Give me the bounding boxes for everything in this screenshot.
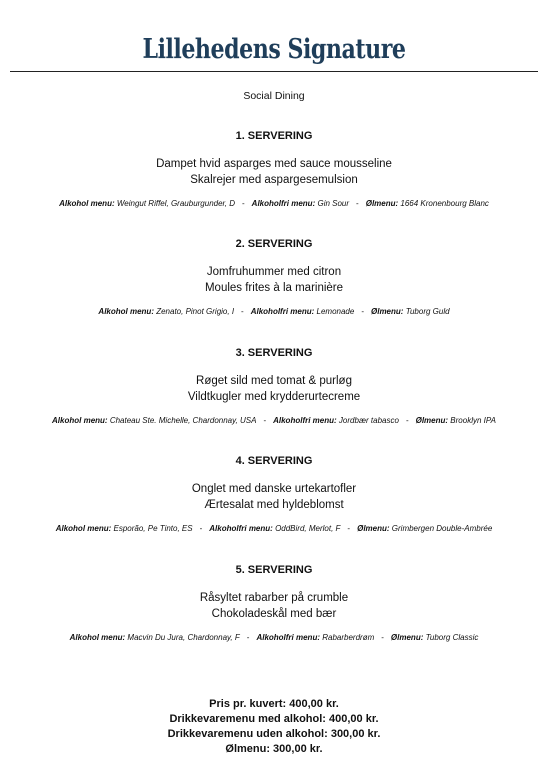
price-beer-menu: Ølmenu: 300,00 kr. [225, 743, 323, 755]
nonalcohol-label: Alkoholfri menu: [209, 524, 273, 533]
alcohol-label: Alkohol menu: [98, 307, 154, 316]
beer-label: Ølmenu: [415, 416, 449, 425]
price-drinks-nonalcohol: Drikkevaremenu uden alkohol: 300,00 kr. [167, 728, 381, 740]
beer-label: Ølmenu: [357, 524, 390, 533]
drink-pairing [0, 199, 548, 208]
nonalcohol-drink: OddBird, Merlot, F [275, 524, 341, 533]
alcohol-drink: Esporão, Pe Tinto, ES [113, 524, 193, 533]
separator: - [361, 307, 364, 316]
dish: Moules frites à la marinière [204, 282, 344, 294]
separator: - [242, 199, 245, 208]
course-1 [0, 130, 548, 208]
alcohol-drink: Macvin Du Jura, Chardonnay, F [127, 633, 240, 642]
beer-label: Ølmenu: [371, 307, 404, 316]
dish: Ærtesalat med hyldeblomst [204, 499, 344, 511]
price-list [0, 697, 548, 757]
beer-drink: Grimbergen Double-Ambrée [391, 524, 493, 533]
course-heading: 2. SERVERING [235, 238, 313, 250]
beer-drink: Brooklyn IPA [450, 416, 496, 425]
separator: - [347, 524, 351, 533]
title-divider [10, 71, 538, 72]
beer-drink: 1664 Kronenbourg Blanc [400, 199, 489, 208]
course-heading: 4. SERVERING [235, 455, 313, 467]
course-heading: 1. SERVERING [235, 130, 313, 142]
separator: - [405, 416, 409, 425]
course-4 [0, 455, 548, 533]
nonalcohol-drink: Rabarberdrøm [322, 633, 375, 642]
nonalcohol-label: Alkoholfri menu: [273, 416, 337, 425]
alcohol-label: Alkohol menu: [55, 524, 112, 533]
beer-label: Ølmenu: [390, 633, 424, 642]
alcohol-drink: Weingut Riffel, Grauburgunder, D [116, 199, 235, 208]
separator: - [246, 633, 250, 642]
nonalcohol-drink: Jordbær tabasco [338, 416, 399, 425]
dish: Råsyltet rabarber på crumble [199, 592, 349, 604]
alcohol-drink: Chateau Ste. Michelle, Chardonnay, USA [109, 416, 257, 425]
alcohol-drink: Zenato, Pinot Grigio, I [156, 307, 235, 316]
course-heading: 5. SERVERING [235, 564, 313, 576]
menu-title: Lillehedens Signature [142, 34, 406, 65]
nonalcohol-drink: Lemonade [316, 307, 355, 316]
nonalcohol-label: Alkoholfri menu: [250, 307, 315, 316]
separator: - [199, 524, 203, 533]
alcohol-label: Alkohol menu: [69, 633, 126, 642]
nonalcohol-label: Alkoholfri menu: [256, 633, 320, 642]
menu-subtitle: Social Dining [243, 90, 305, 102]
alcohol-label: Alkohol menu: [59, 199, 115, 208]
course-5 [0, 564, 548, 642]
price-drinks-alcohol: Drikkevaremenu med alkohol: 400,00 kr. [169, 713, 379, 725]
course-2 [0, 238, 548, 316]
separator: - [263, 416, 267, 425]
alcohol-label: Alkohol menu: [52, 416, 108, 425]
drink-pairing [0, 307, 548, 316]
beer-drink: Tuborg Guld [405, 307, 450, 316]
nonalcohol-label: Alkoholfri menu: [251, 199, 316, 208]
dish: Onglet med danske urtekartofler [191, 483, 357, 495]
separator: - [356, 199, 359, 208]
separator: - [381, 633, 384, 642]
dish: Røget sild med tomat & purløg [196, 375, 352, 387]
course-3 [0, 347, 548, 425]
nonalcohol-drink: Gin Sour [317, 199, 350, 208]
price-per-cover: Pris pr. kuvert: 400,00 kr. [209, 698, 339, 710]
drink-pairing [0, 633, 548, 642]
drink-pairing [0, 524, 548, 533]
dish: Vildtkugler med krydderurtecreme [187, 391, 361, 403]
course-heading: 3. SERVERING [235, 347, 313, 359]
separator: - [241, 307, 244, 316]
drink-pairing [0, 416, 548, 425]
dish: Chokoladeskål med bær [211, 608, 337, 620]
beer-label: Ølmenu: [365, 199, 399, 208]
dish: Jomfruhummer med citron [206, 266, 342, 278]
dish: Dampet hvid asparges med sauce mousseline [156, 158, 392, 170]
beer-drink: Tuborg Classic [425, 633, 479, 642]
dish: Skalrejer med aspargesemulsion [190, 174, 358, 186]
